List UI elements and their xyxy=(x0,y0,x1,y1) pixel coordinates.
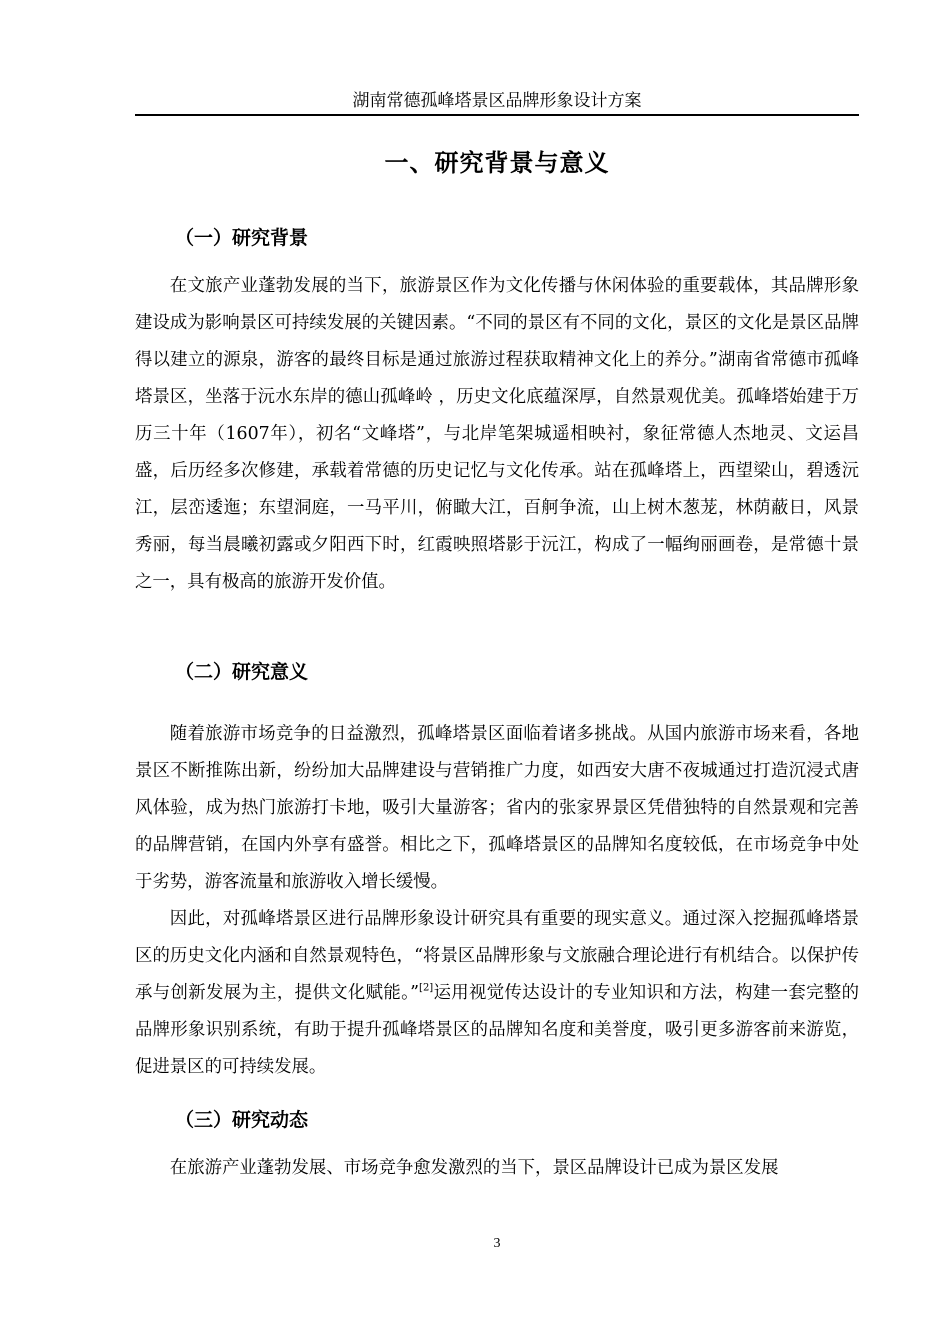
section-heading-significance: （二）研究意义 xyxy=(175,661,309,683)
paragraph-significance-1: 随着旅游市场竞争的日益激烈，孤峰塔景区面临着诸多挑战。从国内旅游市场来看，各地景区不断推陈出新，纷纷加大品牌建设与营销推广力度，如西安大唐不夜城通过打造沉浸式唐风体验，成为热门旅游打卡地，吸引大量游客；省内的张家界景区凭借独特的自然景观和完善的品牌营销，在国内外享有盛誉。相比之下，孤峰塔景区的品牌知名度较低，在市场竞争中处于劣势，游客流量和旅游收入增长缓慢。 xyxy=(135,724,859,892)
paragraph-text: 运用视觉传达设计的专业知识和方法，构建一套完整的品牌形象识别系统，有助于提升孤峰塔景区的品牌知名度和美誉度，吸引更多游客前来游览，促进景区的可持续发展。 xyxy=(135,983,859,1077)
paragraph-text: 因此，对孤峰塔景区进行品牌形象设计研究具有重要的现实意义。通过深入挖掘孤峰塔景区的历史文化内涵和自然景观特色，“将景区品牌形象与文旅融合理论进行有机结合。以保护传承与创新发展为主，提供文化赋能。” xyxy=(135,909,859,1003)
paragraph-research-trends: 在旅游产业蓬勃发展、市场竞争愈发激烈的当下，景区品牌设计已成为景区发展 xyxy=(169,1158,779,1178)
citation-reference: [2] xyxy=(419,982,434,994)
running-header: 湖南常德孤峰塔景区品牌形象设计方案 xyxy=(352,91,642,111)
section-heading-background: （一）研究背景 xyxy=(175,227,309,249)
page-number: 3 xyxy=(493,1236,501,1251)
paragraph-significance-2 xyxy=(135,901,859,1086)
paragraph-background: 在文旅产业蓬勃发展的当下，旅游景区作为文化传播与休闲体验的重要载体，其品牌形象建设成为影响景区可持续发展的关键因素。“不同的景区有不同的文化，景区的文化是景区品牌得以建立的源泉，游客的最终目标是通过旅游过程获取精神文化上的养分。”湖南省常德市孤峰塔景区，坐落于沅水东岸的德山孤峰岭 ，历史文化底蕴深厚，自然景观优美。孤峰塔始建于万历三十年（1607年），初名“文峰塔”，与北岸笔架城遥相映衬，象征常德人杰地灵、文运昌盛，后历经多次修建，承载着常德的历史记忆与文化传承。站在孤峰塔上，西望梁山，碧透沅江，层峦逶迤；东望洞庭，一马平川，俯瞰大江，百舸争流，山上树木葱茏，林荫蔽日，风景秀丽，每当晨曦初露或夕阳西下时，红霞映照塔影于沅江，构成了一幅绚丽画卷，是常德十景之一，具有极高的旅游开发价值。 xyxy=(135,276,859,592)
header-rule xyxy=(135,114,859,116)
section-heading-research-trends: （三）研究动态 xyxy=(175,1109,309,1131)
chapter-title: 一、研究背景与意义 xyxy=(384,149,610,177)
